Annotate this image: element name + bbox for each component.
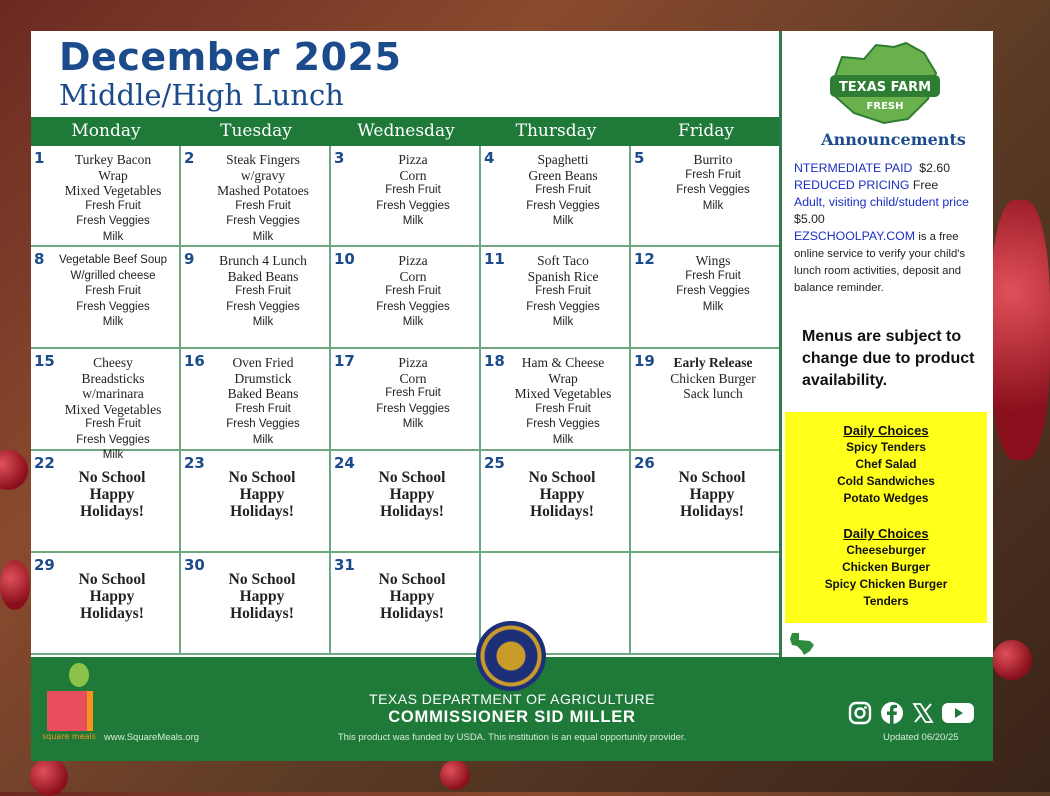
no-school-line: Holidays! [380,605,444,622]
no-school-notice [195,571,329,622]
menu-items [199,355,327,448]
menu-item: Green Beans [528,167,598,183]
menu-item: Fresh Veggies [76,300,150,313]
day-number: 18 [484,352,505,370]
menu-items [649,253,777,315]
squaremeals-link[interactable]: www.SquareMeals.org [104,732,200,743]
weekday-label: Thursday [515,121,597,141]
menu-item: Milk [252,230,274,243]
weekday-label: Tuesday [220,121,292,141]
calendar-day-cell [181,349,331,451]
menu-item: Corn [399,370,427,386]
menu-item: Fresh Fruit [85,199,141,212]
menu-item: Soft Taco [537,253,589,268]
no-school-notice [645,469,779,520]
page-subtitle: Middle/High Lunch [59,78,344,112]
calendar-day-cell [31,247,181,349]
weekday-label: Friday [678,121,734,141]
menu-item: Wrap [548,370,578,386]
day-number: 5 [634,149,645,167]
ezschoolpay-description: is a free online service to verify your child's lunch room activities, deposit and balance reminder. [794,231,966,294]
no-school-notice [45,469,179,520]
updated-date: Updated 06/20/25 [883,732,959,743]
menu-item: Milk [252,433,274,446]
menu-item: Oven Fried [232,355,294,370]
menu-items [649,355,777,402]
menu-item: Baked Beans [227,386,299,401]
menu-item: Fresh Fruit [385,285,441,297]
day-number: 17 [334,352,355,370]
menu-items [349,152,477,230]
calendar-day-cell [31,553,181,655]
price-value: $2.60 [919,161,951,175]
menu-items [199,253,327,331]
choice-item: Chef Salad [855,457,917,471]
commissioner-name: COMMISSIONER SID MILLER [388,708,636,726]
calendar-day-cell [331,451,481,553]
no-school-line: Happy [539,486,585,503]
svg-text:FRESH: FRESH [866,101,904,112]
no-school-line: Holidays! [530,503,594,520]
no-school-notice [195,469,329,520]
no-school-line: No School [528,469,596,486]
calendar-day-cell [631,553,779,655]
menu-item: Milk [102,449,124,461]
svg-text:TEXAS FARM: TEXAS FARM [838,80,932,95]
menu-item: Baked Beans [227,268,299,284]
menu-item: Fresh Fruit [535,402,591,415]
price-value: Free [912,178,939,192]
choice-item: Chicken Burger [842,560,930,574]
calendar-day-cell [631,247,779,349]
menu-item: Pizza [398,253,428,268]
menu-items [49,355,177,464]
background-berry [992,640,1032,680]
menu-item: Turkey Bacon [74,152,152,167]
day-number: 12 [634,250,655,268]
menu-item: Early Release [673,355,753,370]
no-school-notice [345,571,479,622]
menu-item: Vegetable Beef Soup [58,254,168,266]
day-number: 23 [184,454,205,472]
day-number: 3 [334,149,345,167]
menu-item: Fresh Fruit [535,285,591,297]
choice-item: Cheeseburger [846,543,926,557]
day-number: 8 [34,250,45,268]
instagram-icon[interactable] [848,701,872,725]
menu-item: Chicken Burger [670,370,756,386]
menu-item: Fresh Veggies [676,285,750,297]
menu-item: Milk [402,418,424,430]
no-school-line: Holidays! [230,503,294,520]
menu-item: Milk [402,215,424,227]
ezschoolpay-link[interactable]: EZSCHOOLPAY.COM [794,229,915,243]
menu-item: Milk [102,316,124,328]
day-number: 11 [484,250,505,268]
menu-item: Spanish Rice [527,268,599,284]
price-label: REDUCED PRICING [794,178,910,192]
menu-item: Fresh Veggies [526,300,600,313]
menu-item: Milk [102,230,124,243]
menu-item: Fresh Fruit [385,387,441,399]
menu-item: Fresh Veggies [376,300,450,313]
menu-item: Fresh Fruit [535,184,591,196]
texas-farm-fresh-logo [824,39,946,127]
price-label: NTERMEDIATE PAID [794,161,913,175]
no-school-line: Happy [389,486,435,503]
menu-item: Steak Fingers [226,152,300,167]
menu-item: Mixed Vegetables [64,401,162,417]
day-number: 16 [184,352,205,370]
menu-item: Fresh Veggies [376,402,450,415]
menu-item: Ham & Cheese [521,355,605,370]
menu-item: Fresh Fruit [235,285,291,297]
weekday-label: Wednesday [357,121,455,141]
no-school-notice [495,469,629,520]
menu-item: Milk [702,300,724,313]
background-berry [0,450,28,490]
calendar-day-cell [181,247,331,349]
calendar-day-cell [481,451,631,553]
weekday-label: Monday [71,121,141,141]
weekday-header [31,117,781,146]
calendar-day-cell [331,146,481,247]
menu-item: W/grilled cheese [70,269,156,282]
menu-item: Fresh Fruit [235,199,291,212]
x-icon[interactable] [911,701,935,725]
no-school-line: No School [678,469,746,486]
menu-item: Fresh Veggies [676,184,750,196]
price-label: Adult, visiting child/student price [794,195,969,209]
announcements-body [794,160,990,296]
menu-items [499,355,627,448]
day-number: 1 [34,149,45,167]
menu-item: Fresh Veggies [226,215,300,227]
no-school-notice [345,469,479,520]
menu-item: Fresh Fruit [385,184,441,196]
menu-item: Fresh Veggies [526,418,600,430]
menu-item: Milk [702,199,724,212]
menu-item: Fresh Veggies [376,199,450,212]
no-school-line: No School [78,571,146,588]
menu-item: Milk [552,316,574,328]
menu-item: Milk [402,316,424,328]
menu-items [349,253,477,331]
menu-item: Corn [399,167,427,183]
choice-item: Potato Wedges [843,491,929,505]
choice-item: Spicy Chicken Burger [824,577,948,591]
menu-item: Milk [252,316,274,328]
menu-item: w/marinara [82,386,144,401]
calendar-day-cell [481,349,631,451]
menu-page [31,31,993,761]
no-school-line: No School [378,469,446,486]
usda-disclaimer: This product was funded by USDA. This institution is an equal opportunity provider. [337,732,687,743]
day-number: 2 [184,149,195,167]
svg-text:square meals: square meals [42,732,96,741]
day-number: 25 [484,454,505,472]
daily-choices-box [785,412,987,623]
calendar-day-cell [331,553,481,655]
youtube-icon[interactable] [941,701,975,725]
daily-choices-group [785,422,987,507]
no-school-line: No School [78,469,146,486]
no-school-line: Holidays! [380,503,444,520]
day-number: 9 [184,250,195,268]
day-number: 29 [34,556,55,574]
menu-item: Milk [552,433,574,446]
menu-item: Spaghetti [537,152,589,167]
daily-choices-group [785,525,987,610]
no-school-line: Happy [89,486,135,503]
day-number: 30 [184,556,205,574]
menu-item: Pizza [398,152,428,167]
no-school-line: Happy [239,588,285,605]
menu-item: Fresh Veggies [226,300,300,313]
calendar-day-cell [481,247,631,349]
calendar-day-cell [481,146,631,247]
day-number: 19 [634,352,655,370]
day-number: 15 [34,352,55,370]
calendar-day-cell [631,451,779,553]
background-berry [440,760,470,790]
calendar-day-cell [181,451,331,553]
menu-items [499,253,627,331]
calendar-day-cell [631,146,779,247]
menu-item: Mixed Vegetables [514,386,612,401]
menu-item: Mashed Potatoes [217,183,309,198]
calendar-day-cell [331,247,481,349]
menu-items [349,355,477,433]
day-number: 26 [634,454,655,472]
menu-item: Mixed Vegetables [64,183,162,198]
menu-disclaimer: Menus are subject to change due to product availability. [802,328,975,389]
day-number: 22 [34,454,55,472]
tda-seal [476,621,546,691]
no-school-line: No School [228,469,296,486]
page-title: December 2025 [59,35,402,79]
menu-item: Drumstick [234,370,292,386]
menu-items [49,152,177,245]
daily-choices-heading: Daily Choices [843,423,929,438]
no-school-line: Happy [389,588,435,605]
no-school-line: Happy [689,486,735,503]
announcements-title: Announcements [821,130,966,149]
choice-item: Spicy Tenders [846,440,926,454]
menu-items [649,152,777,214]
menu-item: Fresh Fruit [85,418,141,430]
menu-item: Fresh Fruit [85,285,141,297]
no-school-line: Holidays! [680,503,744,520]
menu-item: Wings [695,253,731,268]
calendar-day-cell [31,349,181,461]
facebook-icon[interactable] [880,701,904,725]
menu-item: w/gravy [240,167,286,183]
day-number: 24 [334,454,355,472]
menu-item: Milk [552,215,574,227]
menu-item: Burrito [693,152,733,167]
choice-item: Cold Sandwiches [837,474,935,488]
menu-items [49,253,177,331]
texas-state-icon [788,631,816,657]
calendar-day-cell [31,146,181,247]
background-berry [30,758,68,796]
calendar-grid [31,146,781,657]
menu-items [199,152,327,245]
daily-choices-heading: Daily Choices [843,526,929,541]
menu-item: Fresh Fruit [685,269,741,282]
menu-item: Fresh Fruit [685,168,741,181]
menu-item: Fresh Veggies [226,418,300,430]
menu-item: Fresh Veggies [526,199,600,212]
sidebar-divider [779,31,782,657]
no-school-notice [45,571,179,622]
menu-item: Cheesy [93,355,133,370]
day-number: 4 [484,149,495,167]
choice-item: Tenders [863,594,909,608]
menu-item: Brunch 4 Lunch [219,253,307,268]
menu-item: Pizza [398,355,428,370]
calendar-day-cell [31,451,181,553]
background-berry [990,200,1050,460]
menu-item: Wrap [98,167,128,183]
no-school-line: Holidays! [80,503,144,520]
price-value: $5.00 [794,212,825,226]
calendar-day-cell [181,146,331,247]
menu-item: Breadsticks [81,370,145,386]
no-school-line: Holidays! [230,605,294,622]
background-berry [0,560,30,610]
menu-item: Fresh Veggies [76,433,150,446]
menu-item: Fresh Veggies [76,215,150,227]
day-number: 10 [334,250,355,268]
menu-item: Sack lunch [683,386,743,401]
no-school-line: Happy [239,486,285,503]
no-school-line: No School [378,571,446,588]
agency-name: TEXAS DEPARTMENT OF AGRICULTURE [369,691,655,707]
menu-item: Corn [399,268,427,284]
menu-item: Fresh Fruit [235,402,291,415]
calendar-day-cell [631,349,779,451]
day-number: 31 [334,556,355,574]
no-school-line: Holidays! [80,605,144,622]
no-school-line: No School [228,571,296,588]
calendar-day-cell [331,349,481,451]
menu-items [499,152,627,230]
no-school-line: Happy [89,588,135,605]
calendar-day-cell [181,553,331,655]
